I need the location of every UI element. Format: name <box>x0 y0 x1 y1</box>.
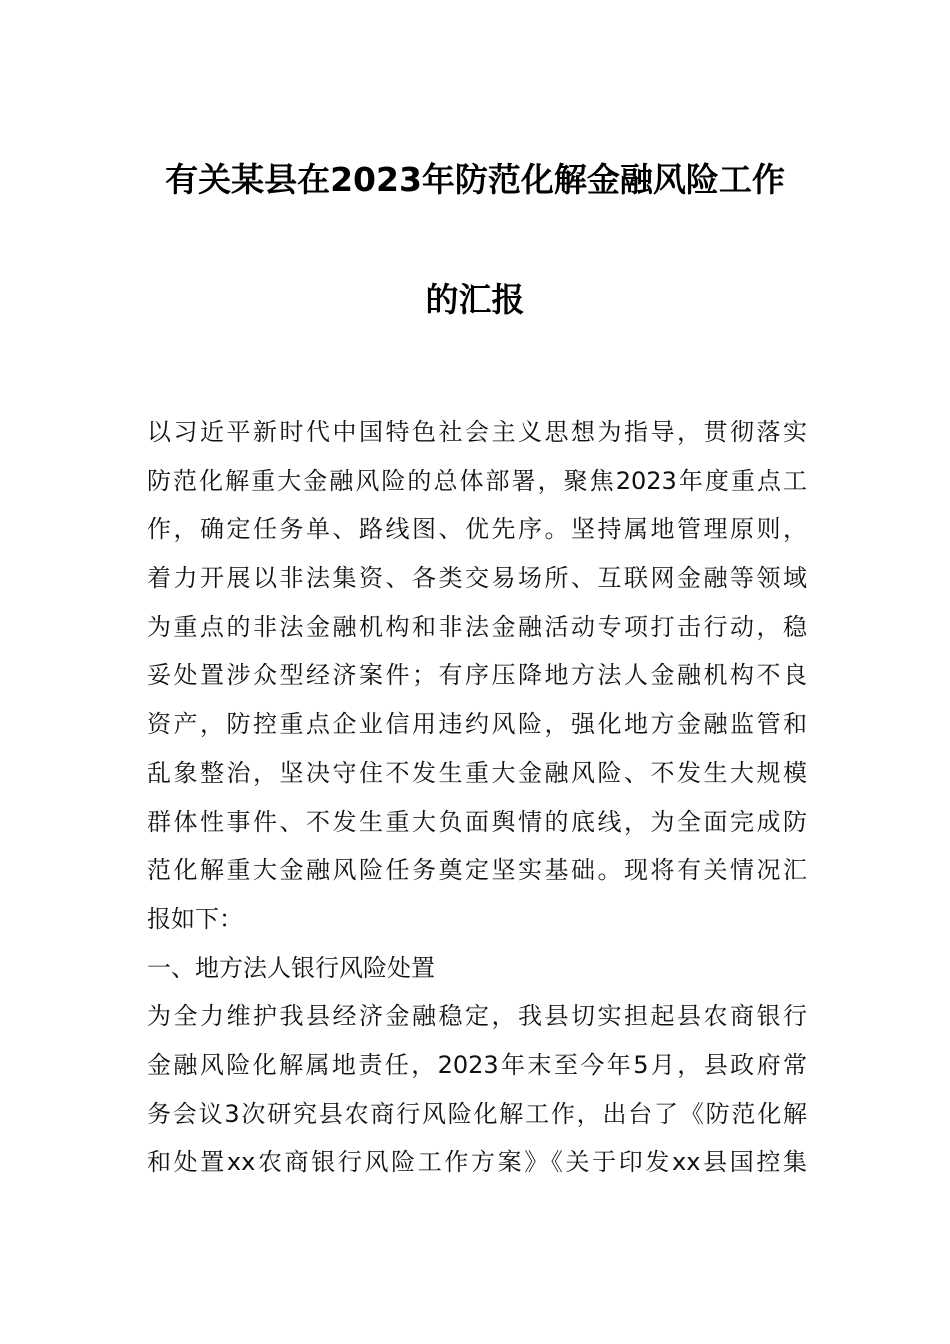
section-line: 务会议3次研究县农商行风险化解工作，出台了《防范化解 <box>147 1099 807 1128</box>
intro-line: 范化解重大金融风险任务奠定坚实基础。现将有关情况汇 <box>147 856 807 885</box>
intro-line: 以习近平新时代中国特色社会主义思想为指导，贯彻落实 <box>147 418 807 446</box>
section-line: 和处置xx农商银行风险工作方案》《关于印发xx县国控集 <box>147 1148 807 1177</box>
intro-line-last: 报如下： <box>147 904 243 933</box>
section-heading: 一、地方法人银行风险处置 <box>147 953 435 982</box>
intro-line: 资产，防控重点企业信用违约风险，强化地方金融监管和 <box>147 710 807 739</box>
intro-line: 为重点的非法金融机构和非法金融活动专项打击行动，稳 <box>147 612 807 641</box>
intro-line: 乱象整治，坚决守住不发生重大金融风险、不发生大规模 <box>147 758 807 787</box>
document-title-line-2: 的汇报 <box>425 280 525 319</box>
document-body <box>147 408 807 1187</box>
intro-line: 妥处置涉众型经济案件；有序压降地方法人金融机构不良 <box>147 661 807 690</box>
intro-line: 防范化解重大金融风险的总体部署，聚焦2023年度重点工 <box>147 466 807 495</box>
intro-line: 着力开展以非法集资、各类交易场所、互联网金融等领域 <box>147 564 807 593</box>
intro-line: 群体性事件、不发生重大负面舆情的底线，为全面完成防 <box>147 807 807 836</box>
section-line: 金融风险化解属地责任，2023年末至今年5月，县政府常 <box>147 1050 807 1079</box>
document-title-line-1: 有关某县在2023年防范化解金融风险工作 <box>165 160 785 199</box>
section-line: 为全力维护我县经济金融稳定，我县切实担起县农商银行 <box>147 1002 807 1031</box>
intro-line: 作，确定任务单、路线图、优先序。坚持属地管理原则， <box>147 515 807 544</box>
